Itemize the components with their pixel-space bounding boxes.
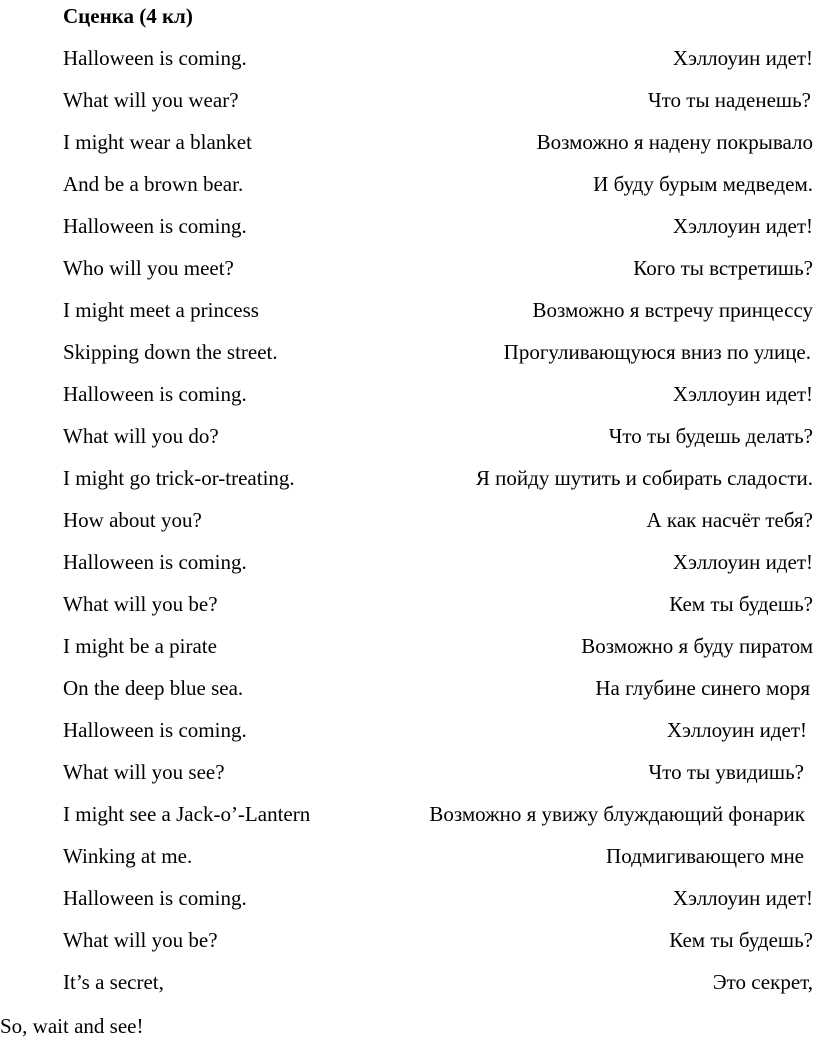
russian-text: Хэллоуин идет!	[672, 214, 813, 238]
dialogue-line	[63, 716, 813, 744]
dialogue-line	[63, 254, 813, 282]
dialogue-line	[63, 128, 813, 156]
dialogue-line	[63, 590, 813, 618]
russian-text: Кем ты будешь?	[669, 928, 813, 952]
dialogue-line	[63, 422, 813, 450]
russian-text: Прогуливающуюся вниз по улице.	[503, 340, 811, 364]
dialogue-line	[63, 548, 813, 576]
dialogue-line	[63, 842, 813, 870]
english-text: I might go trick-or-treating.	[63, 466, 295, 490]
english-text: Halloween is coming.	[63, 718, 247, 742]
english-text: What will you see?	[63, 760, 225, 784]
russian-text: На глубине синего моря	[595, 676, 810, 700]
english-text: I might meet a princess	[63, 298, 259, 322]
dialogue-line	[63, 632, 813, 660]
dialogue-line	[63, 44, 813, 72]
english-text: What will you do?	[63, 424, 219, 448]
english-text: What will you be?	[63, 928, 218, 952]
russian-text: Что ты увидишь?	[648, 760, 804, 784]
english-text: Halloween is coming.	[63, 550, 247, 574]
russian-text: Возможно я надену покрывало	[536, 130, 813, 154]
page-title: Сценка (4 кл)	[63, 4, 193, 28]
english-text: Halloween is coming.	[63, 886, 247, 910]
english-text: What will you wear?	[63, 88, 239, 112]
russian-text: Возможно я увижу блуждающий фонарик	[429, 802, 805, 826]
russian-text: Подмигивающего мне	[606, 844, 804, 868]
russian-text: Что ты будешь делать?	[608, 424, 813, 448]
dialogue-line	[63, 758, 813, 786]
english-text: Halloween is coming.	[63, 382, 247, 406]
english-text: I might see a Jack-o’-Lantern	[63, 802, 311, 826]
closing-line: So, wait and see!	[0, 1014, 144, 1038]
english-text: It’s a secret,	[63, 970, 164, 994]
dialogue-line	[63, 86, 813, 114]
russian-text: Хэллоуин идет!	[672, 550, 813, 574]
russian-text: Что ты наденешь?	[647, 88, 811, 112]
russian-text: Хэллоуин идет!	[672, 382, 813, 406]
russian-text: Хэллоуин идет!	[672, 46, 813, 70]
dialogue-line	[63, 464, 813, 492]
dialogue-line	[63, 506, 813, 534]
dialogue-line	[63, 926, 813, 954]
english-text: I might be a pirate	[63, 634, 217, 658]
dialogue-line	[63, 968, 813, 996]
dialogue-line	[63, 296, 813, 324]
english-text: Winking at me.	[63, 844, 193, 868]
russian-text: Я пойду шутить и собирать сладости.	[475, 466, 813, 490]
russian-text: Это секрет,	[712, 970, 813, 994]
russian-text: Возможно я встречу принцессу	[532, 298, 813, 322]
russian-text: А как насчёт тебя?	[646, 508, 813, 532]
english-text: How about you?	[63, 508, 202, 532]
english-text: Skipping down the street.	[63, 340, 278, 364]
english-text: Who will you meet?	[63, 256, 234, 280]
english-text: Halloween is coming.	[63, 214, 247, 238]
russian-text: Кем ты будешь?	[669, 592, 813, 616]
russian-text: Кого ты встретишь?	[633, 256, 813, 280]
dialogue-line	[63, 380, 813, 408]
english-text: And be a brown bear.	[63, 172, 244, 196]
dialogue-line	[63, 338, 813, 366]
russian-text: Хэллоуин идет!	[672, 886, 813, 910]
russian-text: И буду бурым медведем.	[593, 172, 813, 196]
dialogue-line	[63, 800, 813, 828]
english-text: On the deep blue sea.	[63, 676, 244, 700]
english-text: What will you be?	[63, 592, 218, 616]
english-text: Halloween is coming.	[63, 46, 247, 70]
dialogue-line	[63, 170, 813, 198]
dialogue-line	[63, 674, 813, 702]
dialogue-line	[63, 884, 813, 912]
dialogue-line	[63, 212, 813, 240]
russian-text: Хэллоуин идет!	[666, 718, 807, 742]
russian-text: Возможно я буду пиратом	[581, 634, 813, 658]
english-text: I might wear a blanket	[63, 130, 252, 154]
